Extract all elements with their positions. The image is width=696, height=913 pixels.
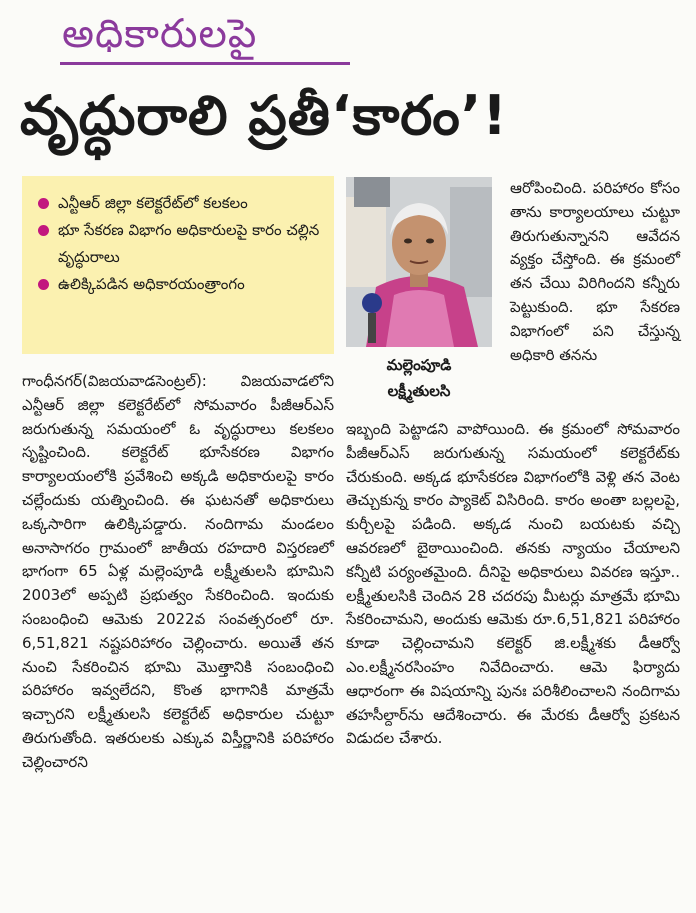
woman-photo — [346, 177, 492, 347]
photo-caption — [346, 352, 492, 404]
caption-line-1: మల్లెంపూడి — [386, 356, 452, 374]
bullet-dot-icon — [38, 198, 49, 209]
bullet-dot-icon — [38, 225, 49, 236]
highlight-text: ఎన్టీఆర్ జిల్లా కలెక్టరేట్‌లో కలకలం — [58, 194, 248, 212]
caption-line-2: లక్ష్మీతులసి — [387, 382, 451, 400]
kicker-underline — [60, 62, 350, 65]
highlights-box — [22, 176, 334, 354]
body-column-right: ఇబ్బంది పెట్టాడని వాపోయింది. ఈ క్రమంలో సోమవారం పీజీఆర్ఎస్ జరుగుతున్న సమయంలో కలెక్టరేట్‌కు చేరుకుంది. అక్కడ భూసేకరణ విభాగంలోకి వెళ్లి తన వెంట తెచ్చుకున్న కారం ప్యాకెట్ విసిరింది. కారం అంతా బల్లలపై, కుర్చీలపై పడింది. అక్కడ నుంచి బయటకు వచ్చి ఆవరణలో బైఠాయించింది. తనకు న్యాయం చేయాలని కన్నీటి పర్యంతమైంది. దీనిపై అధికారులు వివరణ ఇస్తూ.. లక్ష్మీతులసికి చెందిన 28 చదరపు మీటర్లు మాత్రమే భూమి సేకరించామని, అందుకు ఆమెకు రూ.6,51,821 పరిహారం కూడా చెల్లించామని కలెక్టర్ జి.లక్ష్మీశకు డీఆర్వో ఎం.లక్ష్మీనరసింహం నివేదించారు. ఆమె ఫిర్యాదు ఆధారంగా ఈ విషయాన్ని పునః పరిశీలించాలని నందిగామ తహసీల్దార్‌ను ఆదేశించారు. ఈ మేరకు డీఆర్వో ప్రకటన విడుదల చేశారు. — [346, 420, 680, 748]
body-column-right-top: ఆరోపించింది. పరిహారం కోసం తాను కార్యాలయాలు చుట్టూ తిరుగుతున్నానని ఆవేదన వ్యక్తం చేస్తోంది. ఈ క్రమంలో తన చేయి విరిగిందని కన్నీరు పెట్టుకుంది. భూ సేకరణ విభాగంలో పని చేస్తున్న అధికారి తనను — [510, 179, 680, 364]
body-column-left: గాంధీనగర్(విజయవాడసెంట్రల్): విజయవాడలోని ఎన్టీఆర్ జిల్లా కలెక్టరేట్‌లో సోమవారం పీజీఆర్ఎస్ జరుగుతున్న సమయంలో ఓ వృద్ధురాలు కలకలం సృష్టించింది. కలెక్టరేట్ భూసేకరణ విభాగం కార్యాలయంలోకి ప్రవేశించి అక్కడి అధికారులపై కారం చల్లేందుకు యత్నించింది. ఈ ఘటనతో అధికారులు ఒక్కసారిగా ఉలిక్కిపడ్డారు. నందిగామ మండలం అనాసాగరం గ్రామంలో జాతీయ రహదారి విస్తరణలో భాగంగా 65 ఏళ్ల మల్లెంపూడి లక్ష్మీతులసి భూమిని 2003లో అప్పటి ప్రభుత్వం సేకరించింది. ఇందుకు సంబంధించి ఆమెకు 2022వ సంవత్సరంలో రూ. 6,51,821 నష్టపరిహారం చెల్లించారు. అయితే తన నుంచి సేకరించిన భూమి మొత్తానికి సంబంధించి పరిహారం ఇవ్వలేదని, కొంత భాగానికి మాత్రమే ఇచ్చారని లక్ష్మీతులసి కలెక్టరేట్ అధికారుల చుట్టూ తిరుగుతోంది. ఇతరులకు ఎక్కువ విస్తీర్ణానికి పరిహారం చెల్లించారని — [22, 372, 334, 771]
highlight-item — [36, 271, 324, 298]
headline: వృద్ధురాలి ప్రతీ‘కారం’! — [20, 84, 508, 147]
highlight-text: ఉలిక్కిపడిన అధికారయంత్రాంగం — [58, 275, 245, 293]
highlight-item — [36, 217, 324, 271]
portrait-illustration — [346, 177, 492, 347]
highlight-item — [36, 190, 324, 217]
section-kicker: అధికారులపై — [62, 11, 258, 57]
highlight-text: భూ సేకరణ విభాగం అధికారులపై కారం చల్లిన వృద్ధురాలు — [58, 221, 320, 266]
bullet-dot-icon — [38, 279, 49, 290]
